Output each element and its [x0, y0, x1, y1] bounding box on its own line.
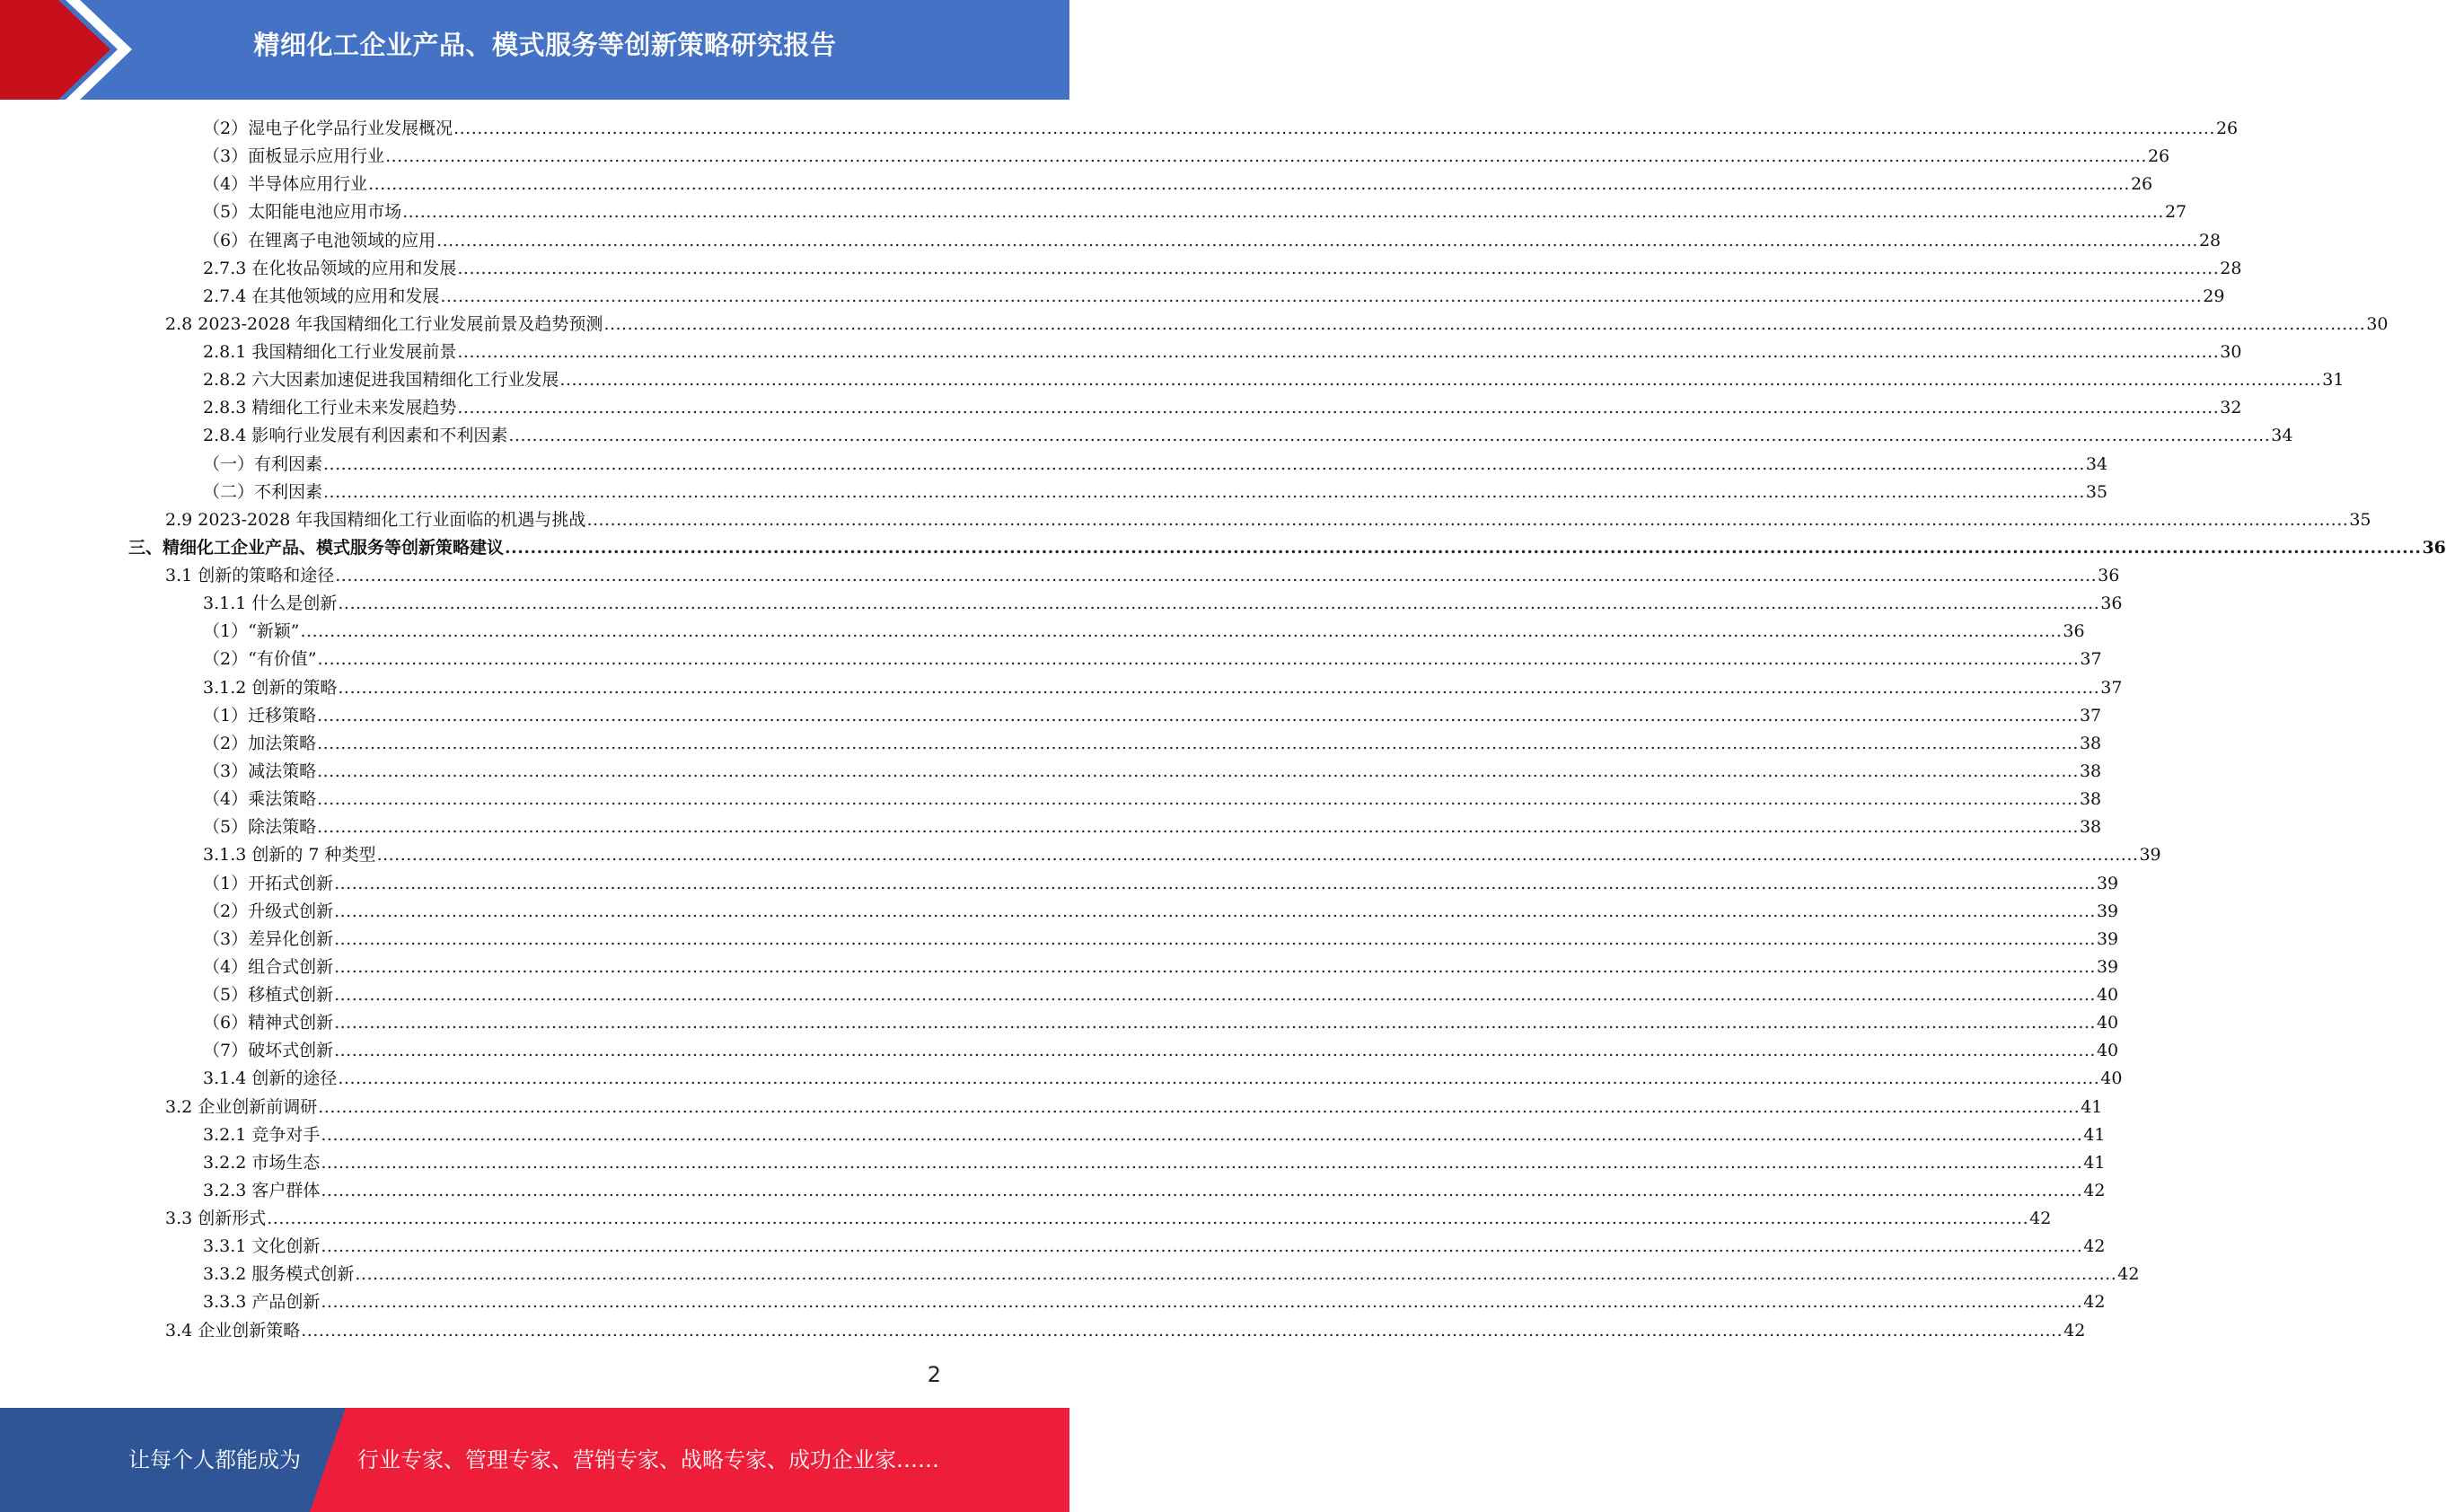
toc-entry[interactable] [128, 534, 2446, 562]
toc-entry-page: 42 [2029, 1209, 2052, 1229]
toc-dot-leader: ............................................................................................................................................................................................................................................................................................................ [334, 928, 2096, 949]
toc-entry-page: 26 [2130, 174, 2153, 195]
toc-entry[interactable] [165, 1205, 2052, 1233]
toc-entry[interactable] [203, 1177, 2106, 1205]
toc-entry-label: （6）精神式创新 [203, 1013, 334, 1033]
toc-dot-leader: ............................................................................................................................................................................................................................................................................................................ [321, 1152, 2083, 1173]
toc-dot-leader: ............................................................................................................................................................................................................................................................................................................ [267, 1209, 2029, 1229]
toc-dot-leader: ............................................................................................................................................................................................................................................................................................................ [317, 789, 2079, 810]
toc-dot-leader: ............................................................................................................................................................................................................................................................................................................ [440, 286, 2203, 306]
toc-dot-leader: ............................................................................................................................................................................................................................................................................................................ [334, 1041, 2096, 1061]
toc-entry-label: 2.8 2023-2028 年我国精细化工行业发展前景及趋势预测 [165, 313, 603, 334]
page-header [0, 0, 1069, 100]
toc-entry-page: 34 [2085, 453, 2108, 474]
toc-dot-leader: ............................................................................................................................................................................................................................................................................................................ [321, 1180, 2083, 1200]
toc-entry-page: 41 [2081, 1096, 2103, 1117]
toc-dot-leader: ............................................................................................................................................................................................................................................................................................................ [301, 1320, 2063, 1341]
toc-dot-leader: ............................................................................................................................................................................................................................................................................................................ [457, 342, 2220, 363]
toc-entry[interactable] [203, 870, 2119, 898]
toc-entry-page: 40 [2096, 1013, 2119, 1033]
toc-entry-page: 27 [2164, 202, 2187, 223]
toc-entry-label: （5）除法策略 [203, 817, 317, 838]
toc-entry[interactable] [203, 1121, 2106, 1149]
toc-dot-leader: ............................................................................................................................................................................................................................................................................................................ [338, 593, 2100, 614]
toc-entry[interactable] [203, 338, 2242, 366]
toc-dot-leader: ............................................................................................................................................................................................................................................................................................................ [334, 956, 2096, 977]
toc-entry-page: 36 [2063, 621, 2085, 642]
toc-entry[interactable] [165, 1094, 2103, 1121]
toc-entry-page: 39 [2139, 845, 2161, 866]
toc-entry-page: 28 [2198, 230, 2222, 251]
toc-entry-page: 40 [2096, 985, 2119, 1006]
toc-entry-label: （7）破坏式创新 [203, 1041, 334, 1061]
toc-entry-page: 26 [2215, 119, 2239, 138]
toc-entry[interactable] [203, 646, 2102, 673]
toc-entry-label: （2）“有价值” [203, 649, 317, 670]
toc-entry-page: 34 [2271, 426, 2293, 446]
toc-entry-label: 2.8.4 影响行业发展有利因素和不利因素 [203, 426, 508, 446]
toc-entry-page: 36 [2098, 566, 2120, 586]
toc-entry-label: 3.2.3 客户群体 [203, 1180, 321, 1200]
toc-entry-page: 35 [2085, 481, 2108, 502]
toc-entry[interactable] [203, 451, 2108, 479]
toc-dot-leader: ............................................................................................................................................................................................................................................................................................................ [321, 1292, 2083, 1313]
toc-dot-leader: ............................................................................................................................................................................................................................................................................................................ [334, 1013, 2096, 1033]
toc-entry[interactable] [203, 981, 2119, 1009]
toc-entry[interactable] [203, 618, 2085, 646]
toc-entry-page: 31 [2322, 370, 2345, 391]
toc-entry[interactable] [203, 926, 2119, 954]
document-title: 精细化工企业产品、模式服务等创新策略研究报告 [253, 30, 837, 60]
toc-entry-label: 3.1 创新的策略和途径 [165, 566, 335, 586]
toc-dot-leader: ............................................................................................................................................................................................................................................................................................................ [453, 119, 2215, 138]
toc-entry-page: 42 [2083, 1180, 2106, 1200]
toc-dot-leader: ............................................................................................................................................................................................................................................................................................................ [368, 174, 2130, 195]
toc-entry-label: （1）“新颖” [203, 621, 300, 642]
toc-entry-label: 2.8.1 我国精细化工行业发展前景 [203, 342, 457, 363]
toc-entry-label: 2.7.4 在其他领域的应用和发展 [203, 286, 440, 306]
toc-entry-page: 28 [2220, 258, 2242, 278]
toc-entry-label: （3）减法策略 [203, 760, 317, 781]
toc-entry-label: （4）组合式创新 [203, 956, 334, 977]
toc-entry-page: 26 [2147, 146, 2170, 167]
toc-entry[interactable] [203, 590, 2123, 618]
toc-entry[interactable] [203, 1233, 2106, 1261]
toc-entry-page: 40 [2100, 1068, 2123, 1089]
toc-entry-label: （1）迁移策略 [203, 705, 317, 725]
toc-dot-leader: ............................................................................................................................................................................................................................................................................................................ [323, 481, 2085, 502]
toc-entry-label: （3）差异化创新 [203, 928, 334, 949]
toc-entry-label: 2.8.3 精细化工行业未来发展趋势 [203, 398, 457, 418]
toc-entry-page: 37 [2080, 649, 2102, 670]
toc-entry-label: （4）半导体应用行业 [203, 174, 368, 195]
toc-dot-leader: ............................................................................................................................................................................................................................................................................................................ [402, 202, 2164, 223]
toc-entry-label: （5）太阳能电池应用市场 [203, 202, 402, 223]
toc-entry-label: （2）加法策略 [203, 733, 317, 753]
toc-dot-leader: ............................................................................................................................................................................................................................................................................................................ [457, 258, 2220, 278]
toc-entry[interactable] [203, 366, 2345, 394]
toc-entry-page: 36 [2100, 593, 2123, 614]
toc-entry[interactable] [203, 1009, 2119, 1037]
toc-entry-label: 2.8.2 六大因素加速促进我国精细化工行业发展 [203, 370, 559, 391]
toc-entry[interactable] [203, 1065, 2123, 1093]
footer-expert-list: 行业专家、管理专家、营销专家、战略专家、成功企业家…… [357, 1447, 939, 1472]
footer-slogan: 让每个人都能成为 [128, 1447, 301, 1472]
toc-entry-label: 3.1.4 创新的途径 [203, 1068, 338, 1089]
toc-dot-leader: ............................................................................................................................................................................................................................................................................................................ [323, 453, 2085, 474]
toc-entry[interactable] [203, 954, 2119, 981]
toc-entry-label: （二）不利因素 [203, 481, 323, 502]
toc-dot-leader: ............................................................................................................................................................................................................................................................................................................ [321, 1124, 2083, 1145]
page-number: 2 [927, 1362, 941, 1387]
toc-entry[interactable] [203, 841, 2161, 869]
toc-entry-label: 3.1.1 什么是创新 [203, 593, 338, 614]
toc-dot-leader: ............................................................................................................................................................................................................................................................................................................ [603, 313, 2366, 334]
toc-entry-label: 3.4 企业创新策略 [165, 1320, 301, 1341]
toc-dot-leader: ............................................................................................................................................................................................................................................................................................................ [317, 760, 2079, 781]
toc-dot-leader: ............................................................................................................................................................................................................................................................................................................ [385, 146, 2147, 167]
toc-entry-page: 40 [2096, 1041, 2119, 1061]
toc-dot-leader: ............................................................................................................................................................................................................................................................................................................ [334, 901, 2096, 921]
toc-entry-label: （5）移植式创新 [203, 985, 334, 1006]
toc-entry-page: 30 [2366, 313, 2389, 334]
toc-entry-label: 3.2.1 竞争对手 [203, 1124, 321, 1145]
toc-entry[interactable] [203, 255, 2242, 283]
toc-entry-label: （一）有利因素 [203, 453, 323, 474]
toc-entry[interactable] [165, 562, 2120, 590]
toc-entry[interactable] [203, 115, 2239, 143]
toc-entry[interactable] [203, 786, 2102, 813]
toc-entry-page: 37 [2100, 677, 2123, 698]
toc-entry-label: （2）升级式创新 [203, 901, 334, 921]
toc-dot-leader: ............................................................................................................................................................................................................................................................................................................ [317, 705, 2079, 725]
toc-dot-leader: ............................................................................................................................................................................................................................................................................................................ [355, 1264, 2117, 1285]
toc-entry[interactable] [203, 422, 2293, 450]
toc-dot-leader: ............................................................................................................................................................................................................................................................................................................ [334, 985, 2096, 1006]
toc-entry[interactable] [203, 479, 2108, 506]
toc-entry-label: 三、精细化工企业产品、模式服务等创新策略建议 [128, 537, 505, 558]
toc-entry[interactable] [203, 1037, 2119, 1065]
toc-entry-label: 3.1.2 创新的策略 [203, 677, 338, 698]
toc-entry[interactable] [203, 730, 2102, 758]
toc-dot-leader: ............................................................................................................................................................................................................................................................................................................ [436, 230, 2198, 251]
toc-entry-page: 37 [2079, 705, 2102, 725]
toc-entry-label: 2.7.3 在化妆品领域的应用和发展 [203, 258, 457, 278]
toc-entry[interactable] [203, 1149, 2106, 1177]
toc-entry-label: 3.3 创新形式 [165, 1209, 267, 1229]
toc-entry-label: （4）乘法策略 [203, 789, 317, 810]
toc-entry-label: 2.9 2023-2028 年我国精细化工行业面临的机遇与挑战 [165, 509, 586, 530]
toc-entry-label: 3.3.2 服务模式创新 [203, 1264, 355, 1285]
toc-entry[interactable] [203, 702, 2102, 730]
toc-entry-page: 42 [2083, 1236, 2106, 1257]
toc-entry-page: 42 [2063, 1320, 2086, 1341]
toc-entry-page: 41 [2083, 1152, 2106, 1173]
toc-entry-page: 42 [2117, 1264, 2140, 1285]
toc-entry-page: 42 [2083, 1292, 2106, 1313]
toc-dot-leader: ............................................................................................................................................................................................................................................................................................................ [317, 817, 2079, 838]
toc-dot-leader: ............................................................................................................................................................................................................................................................................................................ [508, 426, 2271, 446]
toc-dot-leader: ............................................................................................................................................................................................................................................................................................................ [457, 398, 2220, 418]
toc-entry-page: 38 [2079, 817, 2102, 838]
toc-entry[interactable] [165, 1317, 2086, 1345]
toc-entry-label: 3.3.1 文化创新 [203, 1236, 321, 1257]
toc-entry[interactable] [165, 311, 2389, 338]
toc-entry-page: 39 [2096, 873, 2119, 893]
toc-dot-leader: ............................................................................................................................................................................................................................................................................................................ [317, 649, 2080, 670]
toc-dot-leader: ............................................................................................................................................................................................................................................................................................................ [505, 537, 2422, 558]
toc-entry-page: 32 [2220, 398, 2242, 418]
toc-dot-leader: ............................................................................................................................................................................................................................................................................................................ [376, 845, 2139, 866]
toc-entry-page: 29 [2203, 286, 2225, 306]
toc-entry[interactable] [203, 394, 2242, 422]
toc-entry[interactable] [203, 898, 2119, 926]
toc-entry[interactable] [203, 674, 2123, 702]
toc-dot-leader: ............................................................................................................................................................................................................................................................................................................ [335, 566, 2098, 586]
toc-entry-label: 3.2.2 市场生态 [203, 1152, 321, 1173]
toc-entry[interactable] [203, 198, 2187, 226]
toc-entry-label: （1）开拓式创新 [203, 873, 334, 893]
toc-dot-leader: ............................................................................................................................................................................................................................................................................................................ [338, 677, 2100, 698]
toc-entry-label: （3）面板显示应用行业 [203, 146, 385, 167]
toc-entry-page: 35 [2349, 509, 2371, 530]
toc-dot-leader: ............................................................................................................................................................................................................................................................................................................ [559, 370, 2322, 391]
toc-entry-page: 39 [2096, 901, 2119, 921]
page-footer [0, 1408, 1069, 1512]
toc-entry-label: 3.2 企业创新前调研 [165, 1096, 318, 1117]
toc-entry-page: 38 [2079, 733, 2102, 753]
toc-entry-page: 38 [2079, 760, 2102, 781]
toc-entry[interactable] [203, 1288, 2106, 1316]
toc-dot-leader: ............................................................................................................................................................................................................................................................................................................ [318, 1096, 2081, 1117]
toc-entry-label: （6）在锂离子电池领域的应用 [203, 230, 436, 251]
toc-entry[interactable] [203, 171, 2153, 198]
toc-entry-page: 41 [2083, 1124, 2106, 1145]
toc-dot-leader: ............................................................................................................................................................................................................................................................................................................ [338, 1068, 2100, 1089]
toc-entry[interactable] [203, 227, 2222, 255]
toc-dot-leader: ............................................................................................................................................................................................................................................................................................................ [334, 873, 2096, 893]
toc-dot-leader: ............................................................................................................................................................................................................................................................................................................ [586, 509, 2349, 530]
toc-entry-page: 39 [2096, 928, 2119, 949]
toc-entry[interactable] [203, 283, 2225, 311]
toc-entry[interactable] [203, 143, 2170, 171]
toc-entry-label: 3.3.3 产品创新 [203, 1292, 321, 1313]
toc-entry-label: （2）湿电子化学品行业发展概况 [203, 119, 453, 138]
toc-dot-leader: ............................................................................................................................................................................................................................................................................................................ [317, 733, 2079, 753]
toc-dot-leader: ............................................................................................................................................................................................................................................................................................................ [300, 621, 2063, 642]
toc-entry-page: 39 [2096, 956, 2119, 977]
toc-entry[interactable] [203, 758, 2102, 786]
toc-dot-leader: ............................................................................................................................................................................................................................................................................................................ [321, 1236, 2083, 1257]
toc-entry-label: 3.1.3 创新的 7 种类型 [203, 845, 376, 866]
toc-entry[interactable] [165, 506, 2371, 534]
toc-entry[interactable] [203, 813, 2102, 841]
toc-entry-page: 36 [2422, 537, 2446, 558]
toc-entry[interactable] [203, 1261, 2140, 1288]
toc-entry-page: 38 [2079, 789, 2102, 810]
toc-entry-page: 30 [2220, 342, 2242, 363]
